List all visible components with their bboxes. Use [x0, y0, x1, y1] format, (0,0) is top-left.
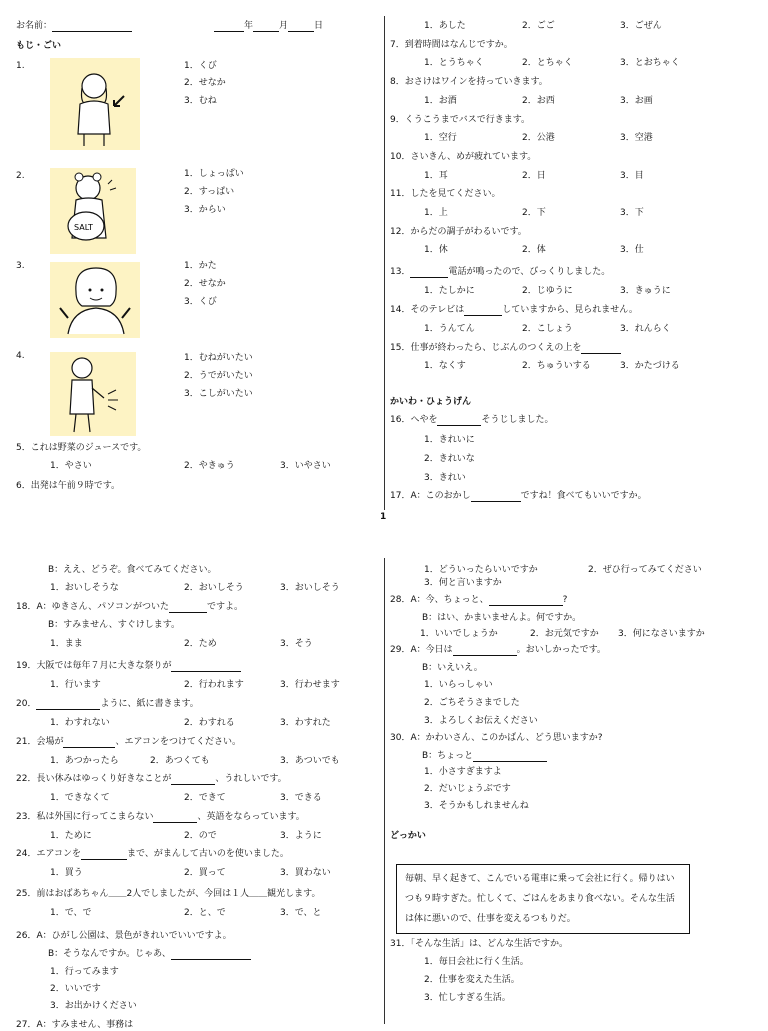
q17-option-1[interactable]: 1．おいしそうな [50, 583, 119, 593]
q14-question [390, 304, 638, 316]
q11-option-2[interactable]: 2．下 [522, 208, 546, 218]
q28-option-3[interactable]: 3．何になさいますか [618, 629, 705, 639]
q17-post: ですね！食べてもいいですか。 [520, 491, 647, 501]
q1-option-2[interactable]: 2．せなか [184, 78, 226, 88]
q26-option-3[interactable]: 3．お出かけください [50, 1001, 137, 1011]
q4-number: 4. [16, 351, 25, 361]
worksheet-page-2 [0, 558, 768, 1030]
q11-option-1[interactable]: 1．上 [424, 208, 448, 218]
section-kaiwa: かいわ・ひょうげん [390, 397, 472, 407]
q11-option-3[interactable]: 3．下 [620, 208, 644, 218]
q29-blank[interactable] [453, 655, 517, 656]
q1-number: 1. [16, 61, 25, 71]
q25-option-1[interactable]: 1．で、で [50, 908, 92, 918]
q22-blank[interactable] [171, 784, 215, 785]
q10-option-1[interactable]: 1．耳 [424, 171, 448, 181]
q8-question: 8．おさけはワインを持っていきます。 [390, 77, 548, 87]
q20-question [16, 698, 199, 710]
q28-question [390, 594, 567, 606]
q20-option-3[interactable]: 3．わすれた [280, 718, 331, 728]
q16-option-3[interactable]: 3．きれい [424, 473, 466, 483]
q30-question: 30．A：かわいさん、このかばん、どう思いますか? [390, 733, 603, 743]
q26-blank[interactable] [171, 959, 251, 960]
q29-option-3[interactable]: 3．よろしくお伝えください [424, 716, 538, 726]
q17-option-2[interactable]: 2．おいしそう [184, 583, 244, 593]
q19-text: 19．大阪では毎年７月に大きな祭りが [16, 661, 172, 671]
bear-icon [50, 168, 136, 254]
q11-question: 11．したを見てください。 [390, 189, 501, 199]
q7-option-2[interactable]: 2．とちゃく [522, 58, 573, 68]
q24-option-3[interactable]: 3．買わない [280, 868, 331, 878]
q2-option-1[interactable]: 1．しょっぱい [184, 169, 244, 179]
q23-question [16, 811, 305, 823]
q4-option-2[interactable]: 2．うでがいたい [184, 371, 253, 381]
q17-blank[interactable] [471, 501, 521, 502]
q12-question: 12．からだの調子がわるいです。 [390, 227, 527, 237]
q28-blank[interactable] [489, 605, 563, 606]
q12-option-1[interactable]: 1．休 [424, 245, 448, 255]
q13-blank[interactable] [410, 277, 448, 278]
q9-option-3[interactable]: 3．空港 [620, 133, 653, 143]
q20-option-1[interactable]: 1．わすれない [50, 718, 110, 728]
q29-a-post: 。おいしかったです。 [516, 645, 606, 655]
name-field [16, 20, 132, 32]
q24-blank[interactable] [81, 859, 127, 860]
q17-pre: 17．A：このおかし [390, 491, 471, 501]
q6-question: 6．出発は午前９時です。 [16, 481, 121, 491]
q30-b-text: B：ちょっと [422, 751, 474, 761]
q26-b-line [48, 948, 251, 960]
q3-option-1[interactable]: 1．かた [184, 261, 217, 271]
q17-b-line: B：ええ、どうぞ。食べてみてください。 [48, 565, 217, 575]
day-label: 日 [314, 21, 324, 31]
q18-post: ですよ。 [206, 602, 243, 612]
q14-option-3[interactable]: 3．れんらく [620, 324, 671, 334]
q23-pre: 23．私は外国に行ってこまらない [16, 812, 154, 822]
q30-blank[interactable] [473, 761, 547, 762]
q7-option-3[interactable]: 3．とおちゃく [620, 58, 680, 68]
q13-question [390, 266, 610, 278]
q10-question: 10．さいきん、めが疲れています。 [390, 152, 537, 162]
q10-option-3[interactable]: 3．目 [620, 171, 644, 181]
q23-option-2[interactable]: 2．ので [184, 831, 217, 841]
q4-option-3[interactable]: 3．こしがいたい [184, 389, 253, 399]
q2-number: 2. [16, 171, 25, 181]
q19-blank[interactable] [171, 671, 241, 672]
q1-option-3[interactable]: 3．むね [184, 96, 217, 106]
q23-option-1[interactable]: 1．ために [50, 831, 92, 841]
q28-a: 28．A：今、ちょっと、 [390, 595, 489, 605]
section-dokkai: どっかい [390, 831, 426, 841]
back-person-icon [50, 58, 140, 150]
q22-option-3[interactable]: 3．できる [280, 793, 322, 803]
q27-option-2[interactable]: 2．ぜひ行ってみてください [588, 565, 702, 575]
q12-option-3[interactable]: 3．仕 [620, 245, 644, 255]
q15-option-2[interactable]: 2．ちゅういする [522, 361, 591, 371]
q21-pre: 21．会場が [16, 737, 64, 747]
q9-question: 9．くうこうまでバスで行きます。 [390, 115, 531, 125]
q27-option-3[interactable]: 3．何と言いますか [424, 578, 502, 588]
q19-question [16, 660, 241, 672]
q13-option-2[interactable]: 2．じゆうに [522, 286, 573, 296]
q24-question [16, 848, 289, 860]
q21-blank[interactable] [63, 747, 115, 748]
q18-option-2[interactable]: 2．ため [184, 639, 217, 649]
q29-option-2[interactable]: 2．ごちそうさまでした [424, 698, 520, 708]
name-label: お名前： [16, 21, 53, 31]
page-number: 1 [380, 512, 387, 522]
q21-option-2[interactable]: 2．あつくても [150, 756, 210, 766]
q28-option-2[interactable]: 2．お元気ですか [530, 629, 599, 639]
q10-option-2[interactable]: 2．日 [522, 171, 546, 181]
q17-question [390, 490, 647, 502]
q4-image-man-back-pain [50, 352, 136, 436]
reading-passage-box: 毎朝、早く起きて、こんでいる電車に乗って会社に行く。帰りはいつも９時すぎた。忙しくて、ごはんをあまり食べない。そんな生活は体に悪いので、仕事を変えるつもりだ。 [396, 864, 690, 934]
q3-option-2[interactable]: 2．せなか [184, 279, 226, 289]
q16-question [390, 414, 553, 426]
q14-option-1[interactable]: 1．うんてん [424, 324, 475, 334]
q18-question [16, 601, 243, 613]
q15-question [390, 342, 621, 354]
q7-option-1[interactable]: 1．とうちゃく [424, 58, 484, 68]
q3-number: 3. [16, 261, 25, 271]
q2-option-2[interactable]: 2．すっぱい [184, 187, 235, 197]
q21-post: 、エアコンをつけてください。 [115, 737, 242, 747]
q16-option-1[interactable]: 1．きれいに [424, 435, 475, 445]
q26-option-2[interactable]: 2．いいです [50, 984, 101, 994]
q28-option-1[interactable]: 1．いいでしょうか [420, 629, 498, 639]
q20-blank[interactable] [36, 709, 100, 710]
q14-post: していますから、見られません。 [502, 305, 638, 315]
year-input[interactable] [214, 31, 244, 32]
q1-image-back-person [50, 58, 140, 150]
q15-option-3[interactable]: 3．かたづける [620, 361, 680, 371]
q8-option-3[interactable]: 3．お画 [620, 96, 653, 106]
q24-option-1[interactable]: 1．買う [50, 868, 83, 878]
column-divider-2 [384, 558, 385, 1024]
q19-option-3[interactable]: 3．行わせます [280, 680, 340, 690]
q13-number: 13． [390, 267, 411, 277]
q31-question: 31．「そんな生活」は、どんな生活ですか。 [390, 939, 568, 949]
q19-option-1[interactable]: 1．行います [50, 680, 101, 690]
q21-option-3[interactable]: 3．あついでも [280, 756, 340, 766]
q4-option-1[interactable]: 1．むねがいたい [184, 353, 253, 363]
q18-option-1[interactable]: 1．まま [50, 639, 83, 649]
q19-option-2[interactable]: 2．行われます [184, 680, 244, 690]
man-back-pain-icon [50, 352, 136, 436]
q21-option-1[interactable]: 1．あつかったら [50, 756, 119, 766]
q23-option-3[interactable]: 3．ように [280, 831, 322, 841]
q13-text: 電話が鳴ったので、びっくりしました。 [448, 267, 611, 277]
q18-option-3[interactable]: 3．そう [280, 639, 313, 649]
q30-option-2[interactable]: 2．だいじょうぶです [424, 784, 511, 794]
q20-number: 20． [16, 699, 37, 709]
q29-question [390, 644, 606, 656]
q1-option-1[interactable]: 1．くび [184, 61, 217, 71]
q17-option-3[interactable]: 3．おいしそう [280, 583, 340, 593]
q16-option-2[interactable]: 2．きれいな [424, 454, 475, 464]
month-input[interactable] [253, 31, 279, 32]
q31-option-1[interactable]: 1．毎日会社に行く生活。 [424, 957, 529, 967]
day-input[interactable] [288, 31, 314, 32]
q29-option-1[interactable]: 1．いらっしゃい [424, 680, 493, 690]
q20-option-2[interactable]: 2．わすれる [184, 718, 235, 728]
q9-option-2[interactable]: 2．公港 [522, 133, 555, 143]
q13-option-3[interactable]: 3．きゅうに [620, 286, 671, 296]
q26-b-text: B：そうなんですか。じゃあ、 [48, 949, 171, 959]
q5-question: 5．これは野菜のジュースです。 [16, 443, 147, 453]
q23-post: 、英語をならっています。 [197, 812, 305, 822]
q14-blank[interactable] [464, 315, 502, 316]
q25-option-3[interactable]: 3．で、と [280, 908, 322, 918]
q6-option-2[interactable]: 2．ごご [522, 21, 555, 31]
q28-b-line: B：はい、かまいませんよ。何ですか。 [422, 613, 582, 623]
q6-option-1[interactable]: 1．あした [424, 21, 466, 31]
name-input[interactable] [52, 31, 132, 32]
q22-post: 、うれしいです。 [215, 774, 287, 784]
month-label: 月 [279, 21, 289, 31]
q25-question: 25．前はおばあちゃん＿＿2人でしましたが、今回は１人＿＿観光します。 [16, 889, 321, 899]
q2-image-bear-salt [50, 168, 136, 254]
q29-b-line: B：いえいえ。 [422, 663, 483, 673]
q24-option-2[interactable]: 2．買って [184, 868, 226, 878]
q6-option-3[interactable]: 3．ごぜん [620, 21, 662, 31]
year-label: 年 [244, 21, 254, 31]
q8-option-1[interactable]: 1．お酒 [424, 96, 457, 106]
q18-b-line: B：すみません、すぐけします。 [48, 620, 180, 630]
q27-option-1[interactable]: 1．どういったらいいですか [424, 565, 538, 575]
date-field [214, 20, 323, 32]
q30-b-line [422, 750, 547, 762]
q7-question: 7．到着時間はなんじですか。 [390, 40, 513, 50]
q5-option-1[interactable]: 1．やさい [50, 461, 92, 471]
q21-question [16, 736, 241, 748]
q24-pre: 24．エアコンを [16, 849, 82, 859]
q16-pre: 16．へやを [390, 415, 438, 425]
q31-option-3[interactable]: 3．忙しすぎる生活。 [424, 993, 511, 1003]
q16-post: そうじしました。 [481, 415, 554, 425]
q22-option-1[interactable]: 1．できなくて [50, 793, 110, 803]
q15-blank[interactable] [581, 353, 621, 354]
q30-option-3[interactable]: 3．そうかもしれませんね [424, 801, 529, 811]
woman-shoulders-icon [50, 262, 140, 338]
q3-option-3[interactable]: 3．くび [184, 297, 217, 307]
q14-option-2[interactable]: 2．こしょう [522, 324, 573, 334]
q16-blank[interactable] [437, 425, 481, 426]
q22-option-2[interactable]: 2．できて [184, 793, 226, 803]
salt-label: SALT [74, 223, 93, 232]
q18-pre: 18．A：ゆきさん、パソコンがついた [16, 602, 169, 612]
q24-post: まで、がまんして古いのを使いました。 [127, 849, 289, 859]
q28-mark: ? [562, 595, 568, 605]
q15-option-1[interactable]: 1．なくす [424, 361, 466, 371]
q27-question: 27．A：すみません、事務は [16, 1020, 134, 1030]
q5-option-2[interactable]: 2．やきゅう [184, 461, 235, 471]
q25-option-2[interactable]: 2．と、で [184, 908, 226, 918]
q29-a: 29．A：今日は [390, 645, 453, 655]
q22-question [16, 773, 287, 785]
q18-blank[interactable] [169, 612, 207, 613]
q12-option-2[interactable]: 2．体 [522, 245, 546, 255]
column-divider [384, 16, 385, 510]
q26-question: 26．A：ひがし公園は、景色がきれいでいいですよ。 [16, 931, 232, 941]
q22-pre: 22．長い休みはゆっくり好きなことが [16, 774, 172, 784]
q3-image-woman-shoulders [50, 262, 140, 338]
q20-post: ように、紙に書きます。 [100, 699, 199, 709]
q30-option-1[interactable]: 1．小さすぎますよ [424, 767, 502, 777]
section-moji-goi: もじ・ごい [16, 41, 62, 51]
q15-text: 15．仕事が終わったら、じぶんのつくえの上を [390, 343, 582, 353]
q14-pre: 14．そのテレビは [390, 305, 465, 315]
q26-option-1[interactable]: 1．行ってみます [50, 967, 119, 977]
q13-option-1[interactable]: 1．たしかに [424, 286, 475, 296]
q23-blank[interactable] [153, 822, 197, 823]
q9-option-1[interactable]: 1．空行 [424, 133, 457, 143]
q5-option-3[interactable]: 3．いやさい [280, 461, 331, 471]
q2-option-3[interactable]: 3．からい [184, 205, 226, 215]
q8-option-2[interactable]: 2．お西 [522, 96, 555, 106]
q31-option-2[interactable]: 2．仕事を変えた生活。 [424, 975, 520, 985]
